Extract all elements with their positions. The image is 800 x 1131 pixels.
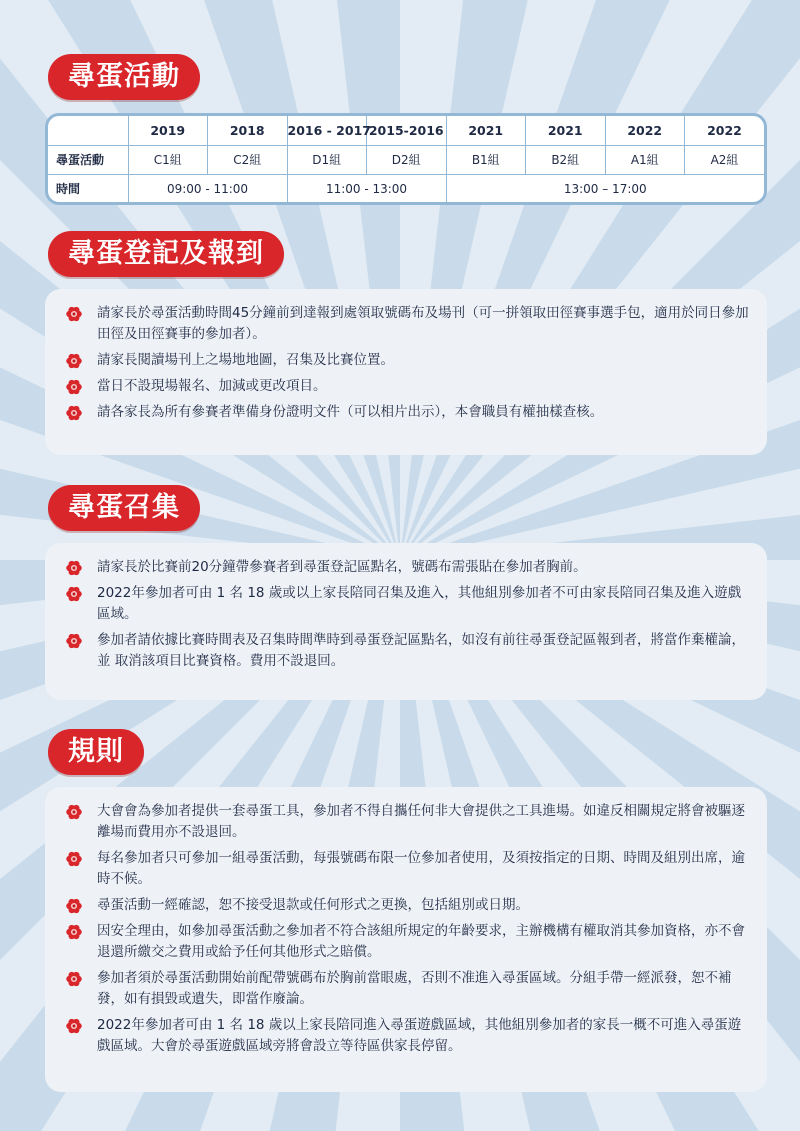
red-flower-icon (65, 632, 83, 650)
red-flower-icon (65, 305, 83, 323)
section-title-registration: 尋蛋登記及報到 (48, 231, 284, 277)
registration-list (65, 303, 749, 423)
red-flower-icon (65, 585, 83, 603)
schedule-year-row (48, 116, 764, 145)
red-flower-icon (65, 559, 83, 577)
red-flower-icon (65, 897, 83, 915)
schedule-group-row (48, 145, 764, 174)
list-item-text: 2022年參加者可由 1 名 18 歲或以上家長陪同召集及進入，其他組別參加者不可由家長陪同召集及進入遊戲區域。 (97, 585, 742, 622)
red-flower-icon (65, 404, 83, 422)
group-cell: A2組 (685, 145, 765, 174)
schedule-table (45, 113, 767, 205)
year-cell: 2016 - 2017 (287, 116, 367, 145)
list-item (65, 350, 749, 371)
rules-box (45, 787, 767, 1092)
year-cell: 2018 (208, 116, 288, 145)
list-item-text: 參加者須於尋蛋活動開始前配帶號碼布於胸前當眼處，否則不准進入尋蛋區域。分組手帶一經派發，恕不補發，如有損毀或遺失，即當作廢論。 (97, 970, 732, 1007)
list-item (65, 630, 749, 672)
list-item (65, 895, 749, 916)
group-cell: C2組 (208, 145, 288, 174)
group-cell: B1組 (446, 145, 526, 174)
group-cell: A1組 (605, 145, 685, 174)
list-item-text: 請家長於比賽前20分鐘帶參賽者到尋蛋登記區點名，號碼布需張貼在參加者胸前。 (97, 559, 587, 575)
year-cell: 2021 (526, 116, 606, 145)
list-item (65, 402, 749, 423)
list-item (65, 376, 749, 397)
year-cell: 2015-2016 (367, 116, 447, 145)
row-label: 尋蛋活動 (48, 145, 128, 174)
list-item (65, 968, 749, 1010)
time-cell: 09:00 - 11:00 (128, 174, 287, 203)
year-cell: 2021 (446, 116, 526, 145)
list-item-text: 請家長於尋蛋活動時間45分鐘前到達報到處領取號碼布及場刊（可一拼領取田徑賽事選手包，適用於同日參加田徑及田徑賽事的參加者）。 (97, 305, 749, 342)
corner-cell (48, 116, 128, 145)
assembly-box (45, 543, 767, 700)
list-item (65, 848, 749, 890)
list-item (65, 1015, 749, 1057)
year-cell: 2022 (685, 116, 765, 145)
list-item-text: 參加者請依據比賽時間表及召集時間準時到尋蛋登記區點名，如沒有前往尋蛋登記區報到者，將當作棄權論，並 取消該項目比賽資格。費用不設退回。 (97, 632, 745, 669)
year-cell: 2019 (128, 116, 208, 145)
red-flower-icon (65, 970, 83, 988)
list-item-text: 當日不設現場報名、加減或更改項目。 (97, 378, 327, 394)
section-title-activity: 尋蛋活動 (48, 54, 200, 100)
list-item-text: 2022年參加者可由 1 名 18 歲以上家長陪同進入尋蛋遊戲區域，其他組別參加者的家長一概不可進入尋蛋遊戲區域。大會於尋蛋遊戲區域旁將會設立等待區供家長停留。 (97, 1017, 742, 1054)
assembly-list (65, 557, 749, 672)
section-title-assembly: 尋蛋召集 (48, 485, 200, 531)
section-title-rules: 規則 (48, 729, 144, 775)
group-cell: D1組 (287, 145, 367, 174)
list-item-text: 因安全理由，如參加尋蛋活動之參加者不符合該組所規定的年齡要求，主辦機構有權取消其參加資格，亦不會退還所繳交之費用或給予任何其他形式之賠償。 (97, 923, 745, 960)
red-flower-icon (65, 850, 83, 868)
list-item-text: 請家長閱讀場刊上之場地地圖，召集及比賽位置。 (97, 352, 394, 368)
red-flower-icon (65, 923, 83, 941)
red-flower-icon (65, 378, 83, 396)
list-item-text: 請各家長為所有參賽者準備身份證明文件（可以相片出示），本會職員有權抽樣查核。 (97, 404, 604, 420)
list-item-text: 尋蛋活動一經確認，恕不接受退款或任何形式之更換，包括組別或日期。 (97, 897, 529, 913)
list-item (65, 303, 749, 345)
list-item-text: 大會會為參加者提供一套尋蛋工具，參加者不得自攜任何非大會提供之工具進場。如違反相關規定將會被驅逐離場而費用亦不設退回。 (97, 803, 745, 840)
row-label: 時間 (48, 174, 128, 203)
red-flower-icon (65, 1017, 83, 1035)
list-item (65, 583, 749, 625)
rules-list (65, 801, 749, 1057)
list-item (65, 921, 749, 963)
time-cell: 13:00 – 17:00 (446, 174, 764, 203)
list-item-text: 每名參加者只可參加一組尋蛋活動，每張號碼布限一位參加者使用，及須按指定的日期、時間及組別出席，逾時不候。 (97, 850, 745, 887)
group-cell: D2組 (367, 145, 447, 174)
red-flower-icon (65, 803, 83, 821)
group-cell: C1組 (128, 145, 208, 174)
list-item (65, 801, 749, 843)
group-cell: B2組 (526, 145, 606, 174)
time-cell: 11:00 - 13:00 (287, 174, 446, 203)
year-cell: 2022 (605, 116, 685, 145)
schedule-time-row (48, 174, 764, 203)
registration-box (45, 289, 767, 455)
list-item (65, 557, 749, 578)
red-flower-icon (65, 352, 83, 370)
